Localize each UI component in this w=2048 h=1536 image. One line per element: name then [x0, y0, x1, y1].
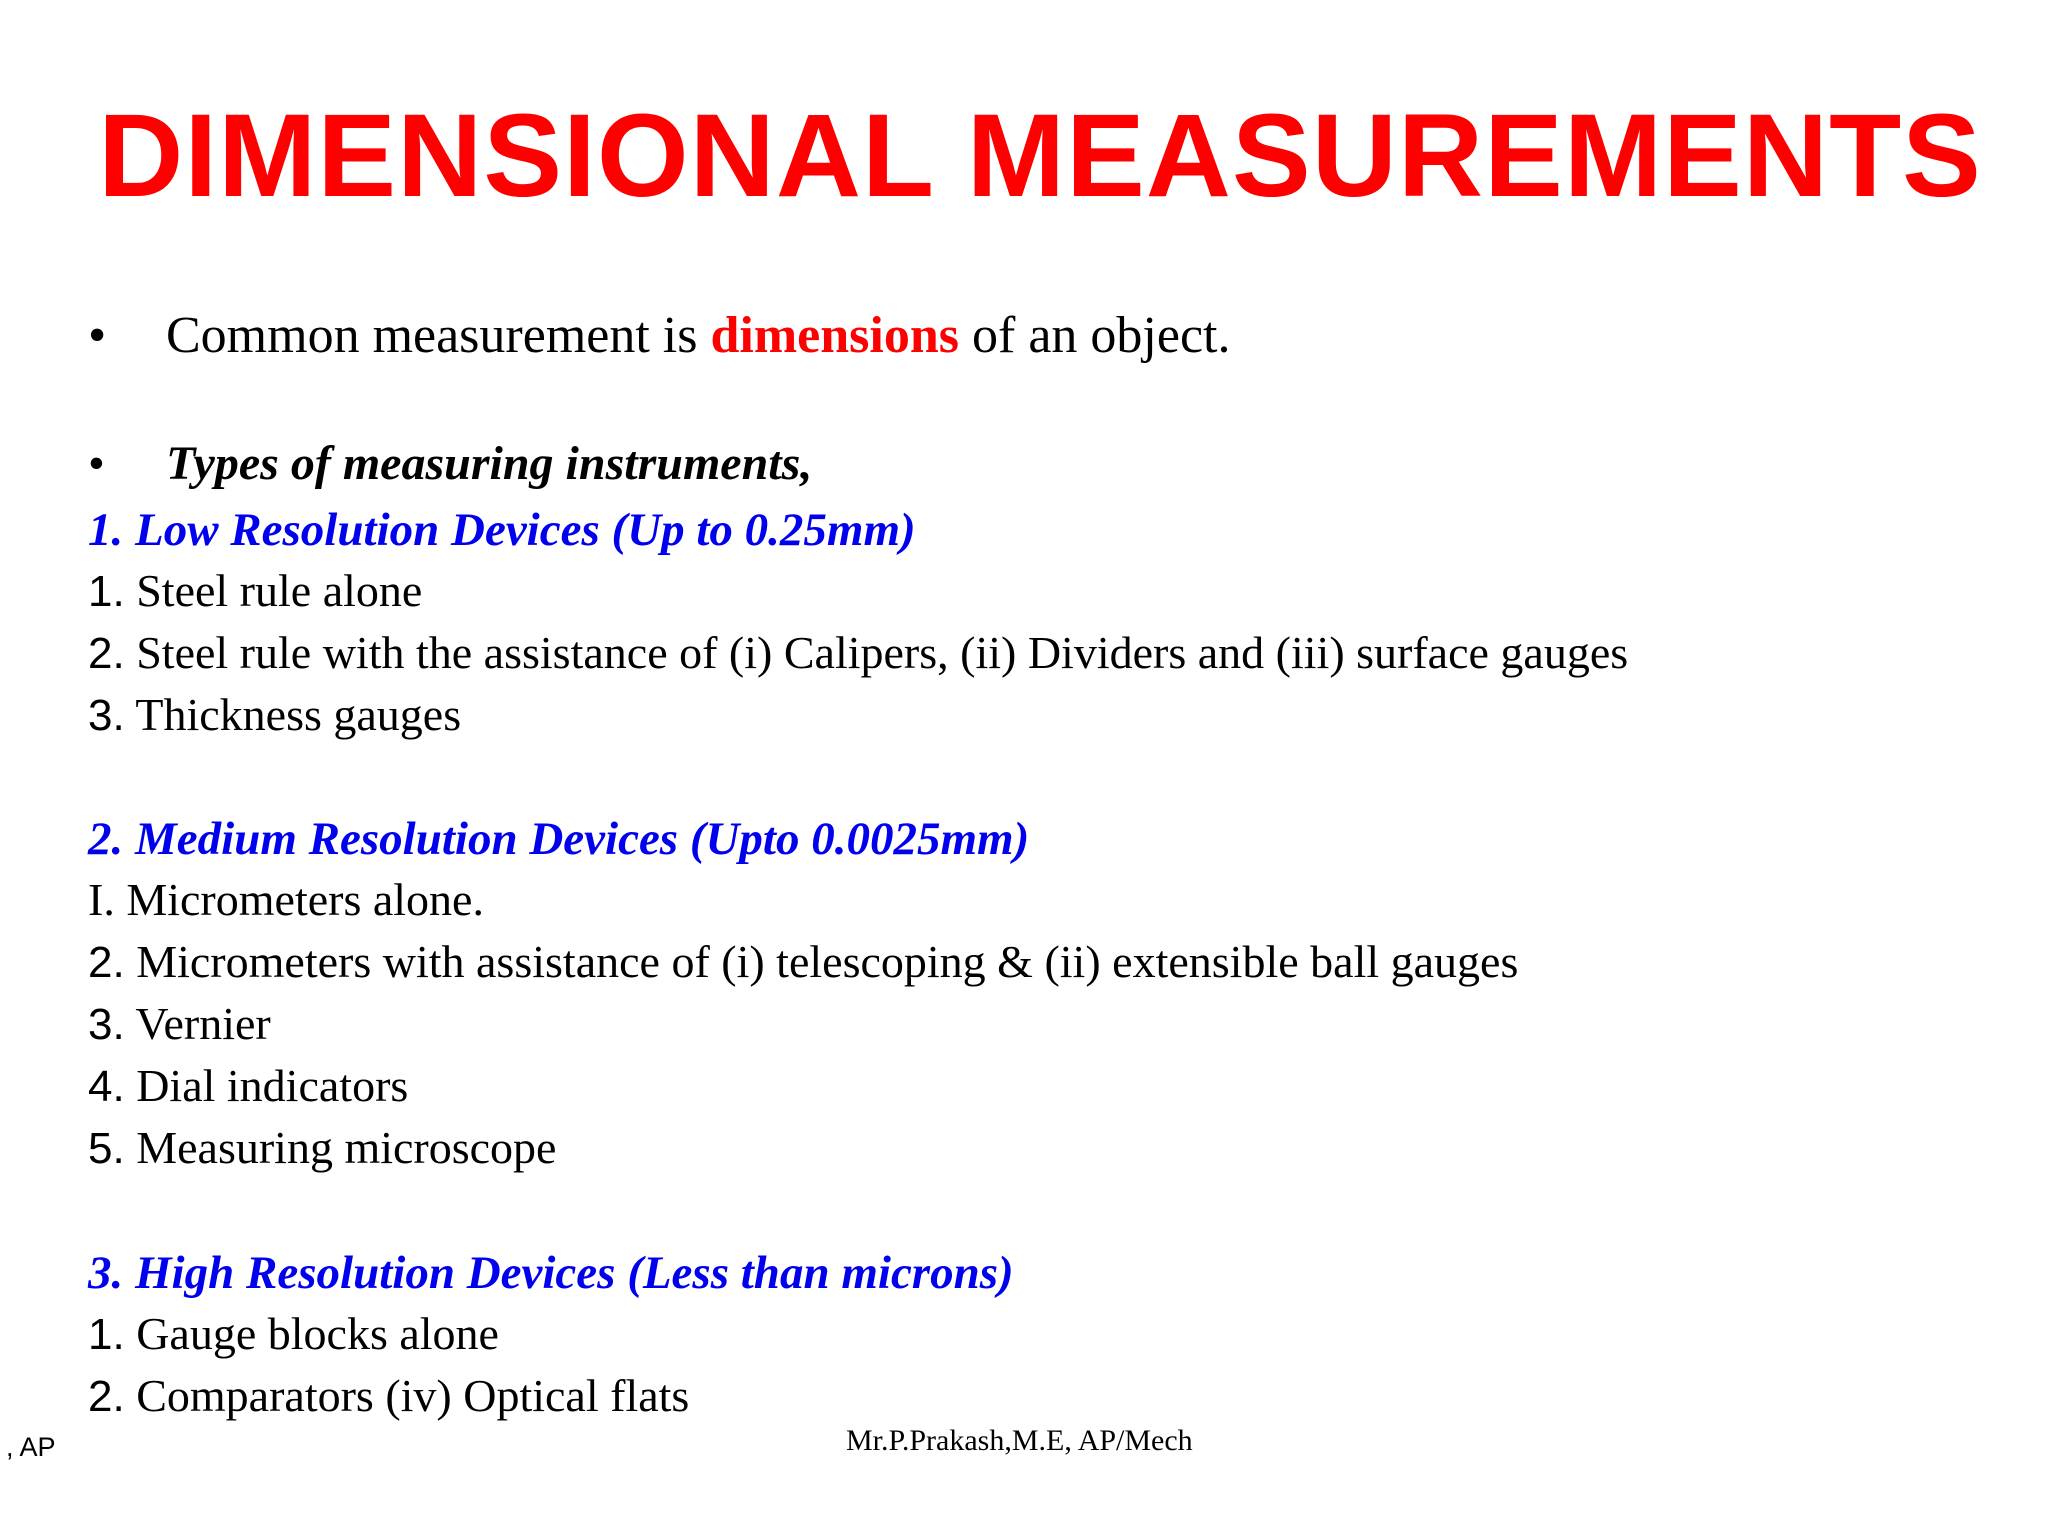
list-item-text: Micrometers with assistance of (i) telescoping & (ii) extensible ball gauges	[124, 936, 1519, 987]
list-item	[88, 1120, 556, 1177]
list-item-number: I.	[88, 874, 115, 925]
list-item-number: 5.	[88, 1124, 125, 1173]
bullet-text-before: Common measurement is	[166, 307, 711, 364]
highlight-dimensions: dimensions	[710, 307, 960, 364]
list-item	[88, 872, 484, 928]
bullet-types-of-instruments	[88, 436, 812, 491]
list-item	[88, 625, 1628, 682]
list-item-number: 3.	[88, 691, 125, 740]
list-item-text: Micrometers alone.	[114, 874, 484, 925]
section-heading-medium-resolution: 2. Medium Resolution Devices (Upto 0.0025mm)	[88, 813, 1030, 865]
list-item-text: Measuring microscope	[124, 1122, 557, 1173]
bullet-text-after: of an object.	[959, 307, 1231, 364]
section-heading-high-resolution: 3. High Resolution Devices (Less than microns)	[88, 1247, 1014, 1299]
list-item-number: 3.	[88, 1000, 125, 1049]
bullet-marker: •	[88, 437, 105, 490]
list-item	[88, 563, 422, 620]
list-item	[88, 996, 271, 1053]
list-item-text: Gauge blocks alone	[124, 1308, 499, 1359]
list-item-number: 1.	[88, 1310, 125, 1359]
list-item	[88, 1306, 499, 1363]
list-item	[88, 1368, 689, 1425]
list-item-number: 2.	[88, 938, 125, 987]
list-item-number: 1.	[88, 567, 125, 616]
footer-author: Mr.P.Prakash,M.E, AP/Mech	[846, 1424, 1193, 1457]
list-item-number: 2.	[88, 1372, 125, 1421]
list-item-text: Steel rule with the assistance of (i) Calipers, (ii) Dividers and (iii) surface gauges	[124, 627, 1629, 678]
list-item-text: Dial indicators	[124, 1060, 409, 1111]
list-item-text: Vernier	[124, 998, 271, 1049]
list-item-text: Thickness gauges	[124, 689, 462, 740]
bullet-common-measurement	[88, 306, 1230, 365]
page-title: DIMENSIONAL MEASUREMENTS	[98, 90, 1982, 222]
list-item	[88, 934, 1518, 991]
list-item-text: Steel rule alone	[124, 565, 423, 616]
bullet-marker: •	[88, 307, 107, 364]
list-item	[88, 687, 461, 744]
list-item-number: 4.	[88, 1062, 125, 1111]
section-heading-low-resolution: 1. Low Resolution Devices (Up to 0.25mm)	[88, 504, 916, 556]
bullet-text: Types of measuring instruments,	[166, 437, 813, 490]
list-item	[88, 1058, 408, 1115]
list-item-text: Comparators (iv) Optical flats	[124, 1370, 690, 1421]
footer-left-text: , AP	[6, 1432, 56, 1462]
list-item-number: 2.	[88, 629, 125, 678]
